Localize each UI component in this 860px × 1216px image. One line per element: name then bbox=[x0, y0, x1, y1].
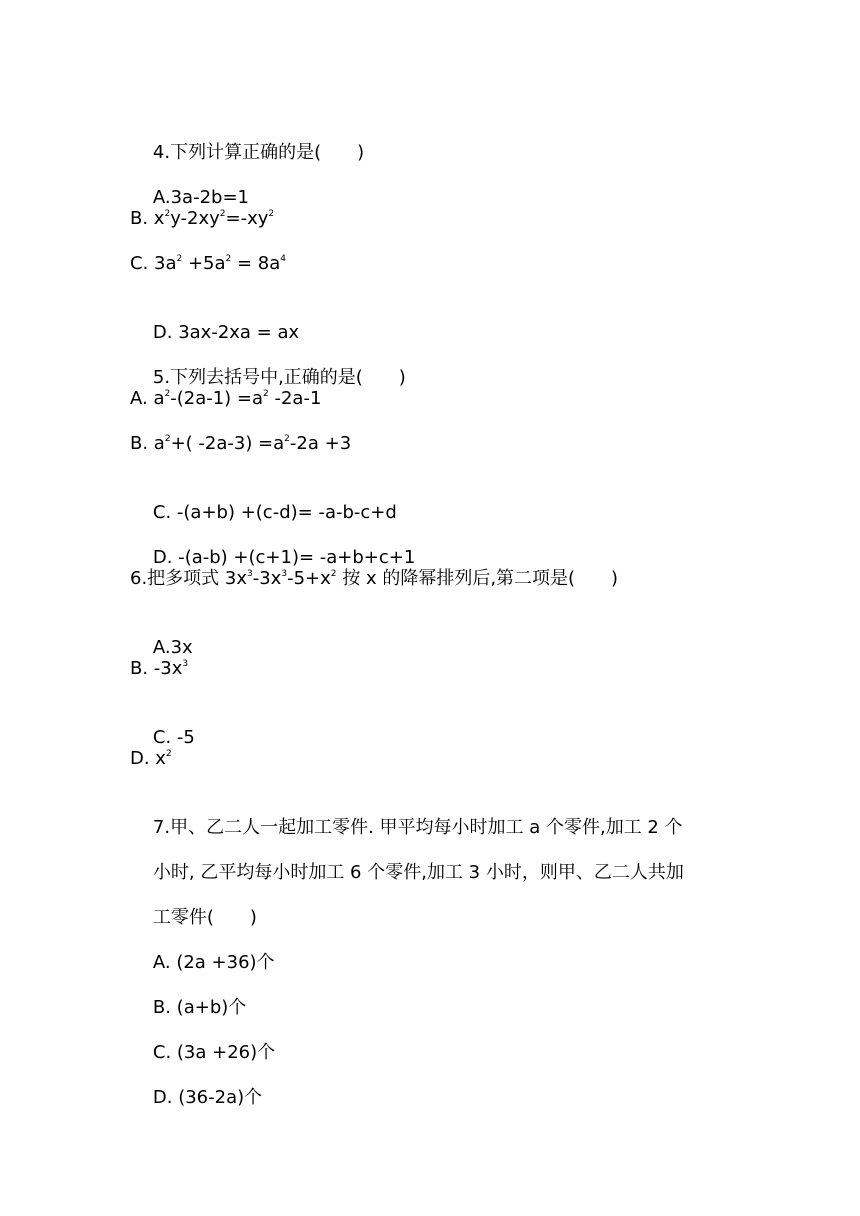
exponent: 2 bbox=[263, 389, 269, 399]
exponent: 2 bbox=[219, 209, 226, 219]
option-text: D. 3ax-2xa = ax bbox=[152, 322, 300, 343]
option-text: D. x bbox=[130, 748, 166, 769]
question-stem-text: 7.甲、乙二人一起加工零件. 甲平均每小时加工 a 个零件,加工 2 个 bbox=[152, 817, 683, 838]
option-text: C. -5 bbox=[152, 727, 195, 748]
option-text: -(2a-1) =a bbox=[170, 388, 264, 409]
option-text: D. -(a-b) +(c+1)= -a+b+c+1 bbox=[152, 547, 416, 568]
option-text: =-xy bbox=[225, 208, 269, 229]
question-6-option-d bbox=[130, 747, 770, 771]
option-text: C. 3a bbox=[130, 253, 177, 274]
question-stem-text: -3x bbox=[252, 568, 282, 589]
option-text: D. (36-2a)个 bbox=[152, 1087, 263, 1108]
exponent: 4 bbox=[280, 254, 287, 264]
exponent: 3 bbox=[281, 569, 288, 579]
exponent: 2 bbox=[164, 209, 171, 219]
exponent: 3 bbox=[182, 659, 189, 669]
question-stem-text: 工零件( ) bbox=[152, 907, 257, 928]
question-6-stem bbox=[130, 567, 770, 591]
option-text: C. (3a +26)个 bbox=[152, 1042, 276, 1063]
question-5-option-b bbox=[130, 432, 770, 456]
exponent: 2 bbox=[164, 434, 171, 444]
question-7-option-d bbox=[130, 1062, 770, 1134]
exponent: 2 bbox=[176, 254, 183, 264]
option-text: C. -(a+b) +(c-d)= -a-b-c+d bbox=[152, 502, 397, 523]
option-text: +5a bbox=[182, 253, 226, 274]
question-stem-text: 5.下列去括号中,正确的是( ) bbox=[152, 367, 406, 388]
option-text: +( -2a-3) =a bbox=[170, 433, 285, 454]
exponent: 2 bbox=[268, 209, 275, 219]
question-stem-text: 4.下列计算正确的是( ) bbox=[152, 142, 365, 163]
option-text: -2a +3 bbox=[289, 433, 352, 454]
question-stem-text: 6.把多项式 3x bbox=[130, 568, 247, 589]
option-text: B. (a+b)个 bbox=[152, 997, 247, 1018]
option-text: A.3a-2b=1 bbox=[152, 187, 249, 208]
option-text: -2a-1 bbox=[268, 388, 322, 409]
option-text: A. a bbox=[130, 388, 165, 409]
option-text: B. x bbox=[130, 208, 165, 229]
question-stem-text: 小时, 乙平均每小时加工 6 个零件,加工 3 小时，则甲、乙二人共加 bbox=[152, 862, 684, 883]
option-text: A.3x bbox=[152, 637, 193, 658]
question-6-option-b bbox=[130, 657, 770, 681]
exponent: 2 bbox=[164, 389, 171, 399]
exponent: 2 bbox=[165, 749, 172, 759]
exponent: 2 bbox=[284, 434, 290, 444]
question-4-option-c bbox=[130, 252, 770, 276]
option-text: = 8a bbox=[231, 253, 281, 274]
question-stem-text: 按 x 的降幂排列后,第二项是( ) bbox=[336, 568, 619, 589]
question-5-option-a bbox=[130, 387, 770, 411]
question-4-option-b bbox=[130, 207, 770, 231]
option-text: B. -3x bbox=[130, 658, 183, 679]
exponent: 2 bbox=[330, 569, 337, 579]
option-text: B. a bbox=[130, 433, 165, 454]
option-text: y-2xy bbox=[170, 208, 220, 229]
question-stem-text: -5+x bbox=[287, 568, 331, 589]
option-text: A. (2a +36)个 bbox=[152, 952, 275, 973]
exponent: 3 bbox=[247, 569, 253, 579]
exponent: 2 bbox=[225, 254, 232, 264]
